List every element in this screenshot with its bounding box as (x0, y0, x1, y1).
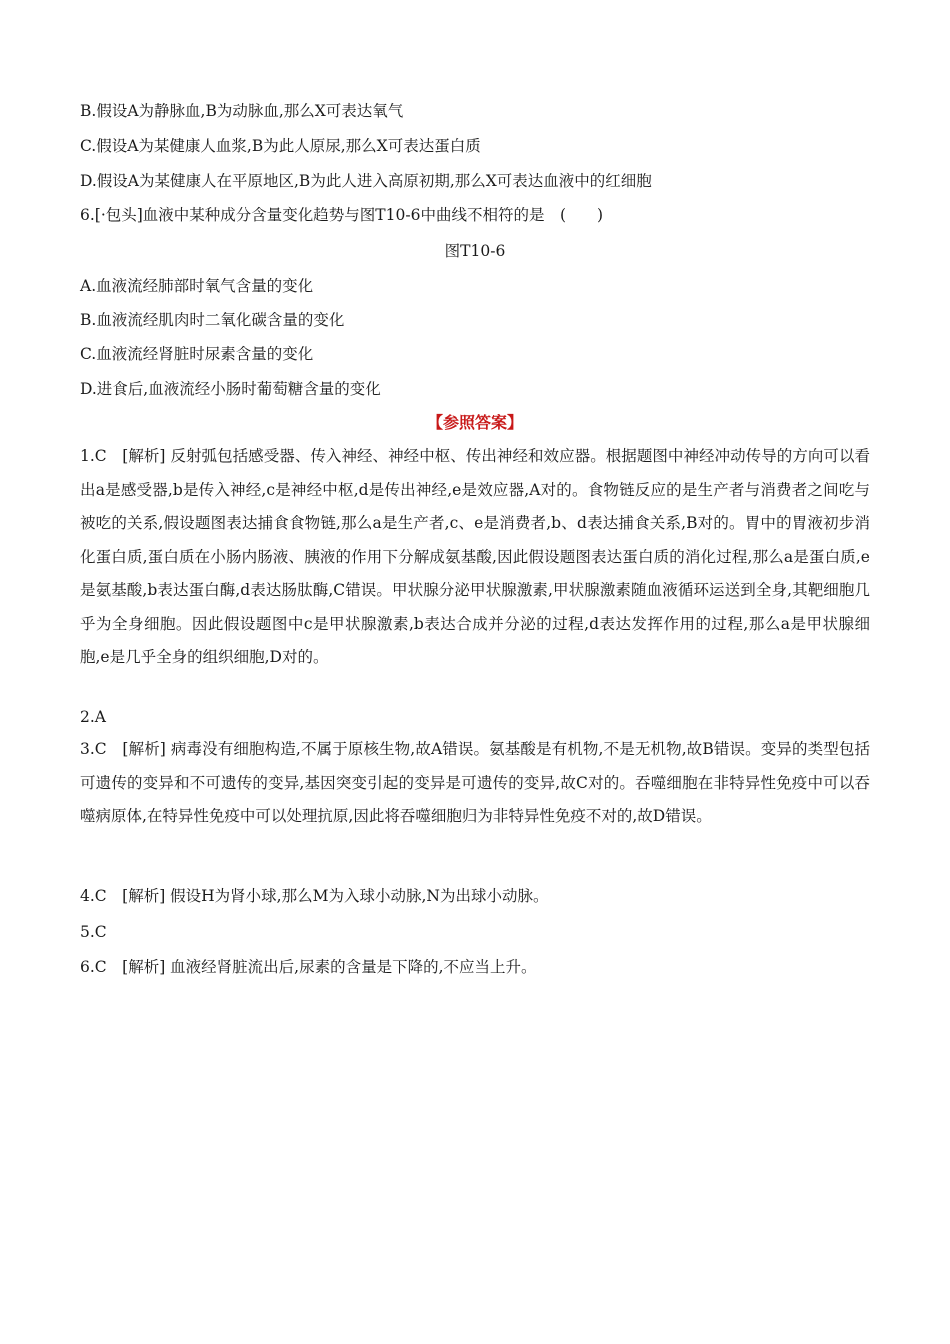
answer-section-title: 【参照答案】 (426, 413, 523, 432)
answer-6: 6.C [解析] 血液经肾脏流出后,尿素的含量是下降的,不应当上升。 (80, 958, 537, 976)
answer-5: 5.C (80, 923, 107, 941)
q6-option-c: C.血液流经肾脏时尿素含量的变化 (80, 345, 314, 363)
answer-1: 1.C [解析] 反射弧包括感受器、传入神经、神经中枢、传出神经和效应器。根据题图中神经冲动传导的方向可以看出a是感受器,b是传入神经,c是神经中枢,d是传出神经,e是效应器,A对的。食物链反应的是生产者与消费者之间吃与被吃的关系,假设题图表达捕食食物链,那么a是生产者,c、e是消费者,b、d表达捕食关系,B对的。胃中的胃液初步消化蛋白质,蛋白质在小肠内肠液、胰液的作用下分解成氨基酸,因此假设题图表达蛋白质的消化过程,那么a是蛋白质,e是氨基酸,b表达蛋白酶,d表达肠肽酶,C错误。甲状腺分泌甲状腺激素,甲状腺激素随血液循环运送到全身,其靶细胞几乎为全身细胞。因此假设题图中c是甲状腺激素,b表达合成并分泌的过程,d表达发挥作用的过程,那么a是甲状腺细胞,e是几乎全身的组织细胞,D对的。 (80, 447, 870, 666)
q6-figure-caption: 图T10-6 (444, 242, 506, 260)
q5-option-b: B.假设A为静脉血,B为动脉血,那么X可表达氧气 (80, 102, 404, 120)
answer-2: 2.A (80, 708, 106, 726)
q6-option-a: A.血液流经肺部时氧气含量的变化 (80, 277, 314, 295)
answer-4: 4.C [解析] 假设H为肾小球,那么M为入球小动脉,N为出球小动脉。 (80, 887, 549, 905)
q5-option-d: D.假设A为某健康人在平原地区,B为此人进入高原初期,那么X可表达血液中的红细胞 (80, 172, 652, 190)
q6-option-d: D.进食后,血液流经小肠时葡萄糖含量的变化 (80, 380, 381, 398)
answer-3: 3.C [解析] 病毒没有细胞构造,不属于原核生物,故A错误。氨基酸是有机物,不是无机物,故B错误。变异的类型包括可遗传的变异和不可遗传的变异,基因突变引起的变异是可遗传的变异,故C对的。吞噬细胞在非特异性免疫中可以吞噬病原体,在特异性免疫中可以处理抗原,因此将吞噬细胞归为非特异性免疫不对的,故D错误。 (80, 740, 870, 825)
q6-stem: 6.[·包头]血液中某种成分含量变化趋势与图T10-6中曲线不相符的是 ( ) (80, 206, 604, 224)
q6-option-b: B.血液流经肌肉时二氧化碳含量的变化 (80, 311, 345, 329)
q5-option-c: C.假设A为某健康人血浆,B为此人原尿,那么X可表达蛋白质 (80, 137, 481, 155)
